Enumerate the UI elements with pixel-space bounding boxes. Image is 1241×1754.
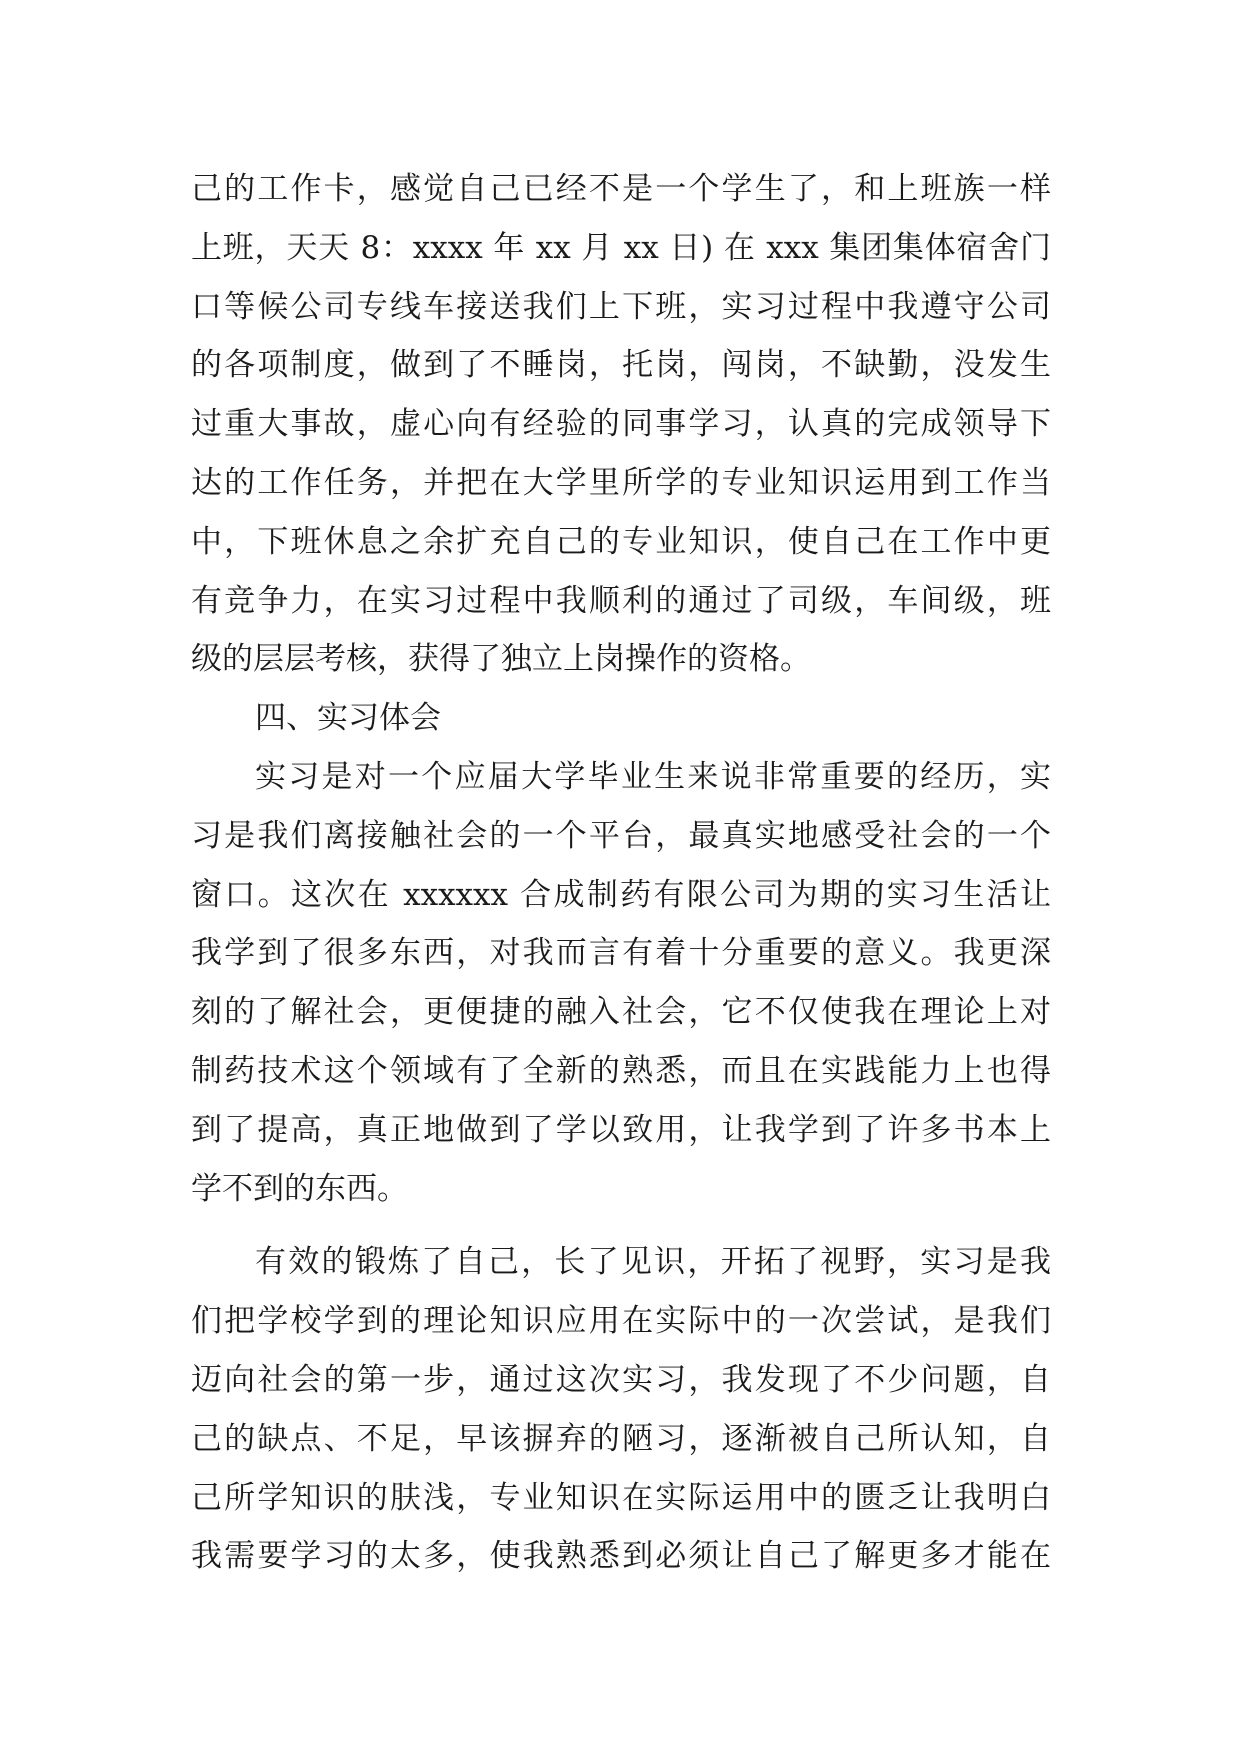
text-line: 学不到的东西。 (191, 1170, 408, 1207)
text-line: 己的缺点、不足，早该摒弃的陋习，逐渐被自己所认知，自 (191, 1420, 1051, 1457)
text-line: 中，下班休息之余扩充自己的专业知识，使自己在工作中更 (191, 523, 1051, 560)
paragraph (191, 748, 1051, 1218)
text-line: 实习是对一个应届大学毕业生来说非常重要的经历，实 (255, 758, 1051, 795)
text-line: 己所学知识的肤浅，专业知识在实际运用中的匮乏让我明白 (191, 1479, 1051, 1516)
document-body (191, 160, 1051, 1586)
text-line: 迈向社会的第一步，通过这次实习，我发现了不少问题，自 (191, 1361, 1051, 1398)
text-line: 达的工作任务，并把在大学里所学的专业知识运用到工作当 (191, 464, 1051, 501)
text-line: 我需要学习的太多，使我熟悉到必须让自己了解更多才能在 (191, 1538, 1051, 1575)
text-line: 级的层层考核，获得了独立上岗操作的资格。 (191, 641, 811, 678)
text-line: 习是我们离接触社会的一个平台，最真实地感受社会的一个 (191, 817, 1051, 854)
text-line: 我学到了很多东西，对我而言有着十分重要的意义。我更深 (191, 935, 1051, 972)
section-heading-text: 四、实习体会 (255, 700, 441, 737)
text-line: 口等候公司专线车接送我们上下班，实习过程中我遵守公司 (191, 288, 1051, 325)
text-line: 有竞争力，在实习过程中我顺利的通过了司级，车间级，班 (191, 582, 1051, 619)
text-line: 上班，天天 8：xxxx 年 xx 月 xx 日) 在 xxx 集团集体宿舍门 (191, 229, 1051, 266)
text-line: 己的工作卡，感觉自己已经不是一个学生了，和上班族一样 (191, 171, 1051, 207)
text-line: 们把学校学到的理论知识应用在实际中的一次尝试，是我们 (191, 1303, 1051, 1340)
text-line: 过重大事故，虚心向有经验的同事学习，认真的完成领导下 (191, 406, 1051, 443)
text-line: 刻的了解社会，更便捷的融入社会，它不仅使我在理论上对 (191, 994, 1051, 1031)
paragraph (191, 160, 1051, 689)
text-line: 有效的锻炼了自己，长了见识，开拓了视野，实习是我 (255, 1244, 1051, 1281)
text-line: 到了提高，真正地做到了学以致用，让我学到了许多书本上 (191, 1111, 1051, 1148)
paragraph (191, 1233, 1051, 1586)
paragraph-spacer (191, 1218, 1051, 1233)
text-line: 的各项制度，做到了不睡岗，托岗，闯岗，不缺勤，没发生 (191, 347, 1051, 384)
section-heading (191, 689, 1051, 748)
text-line: 制药技术这个领域有了全新的熟悉，而且在实践能力上也得 (191, 1052, 1051, 1089)
text-line: 窗口。这次在 xxxxxx 合成制药有限公司为期的实习生活让 (191, 876, 1051, 913)
